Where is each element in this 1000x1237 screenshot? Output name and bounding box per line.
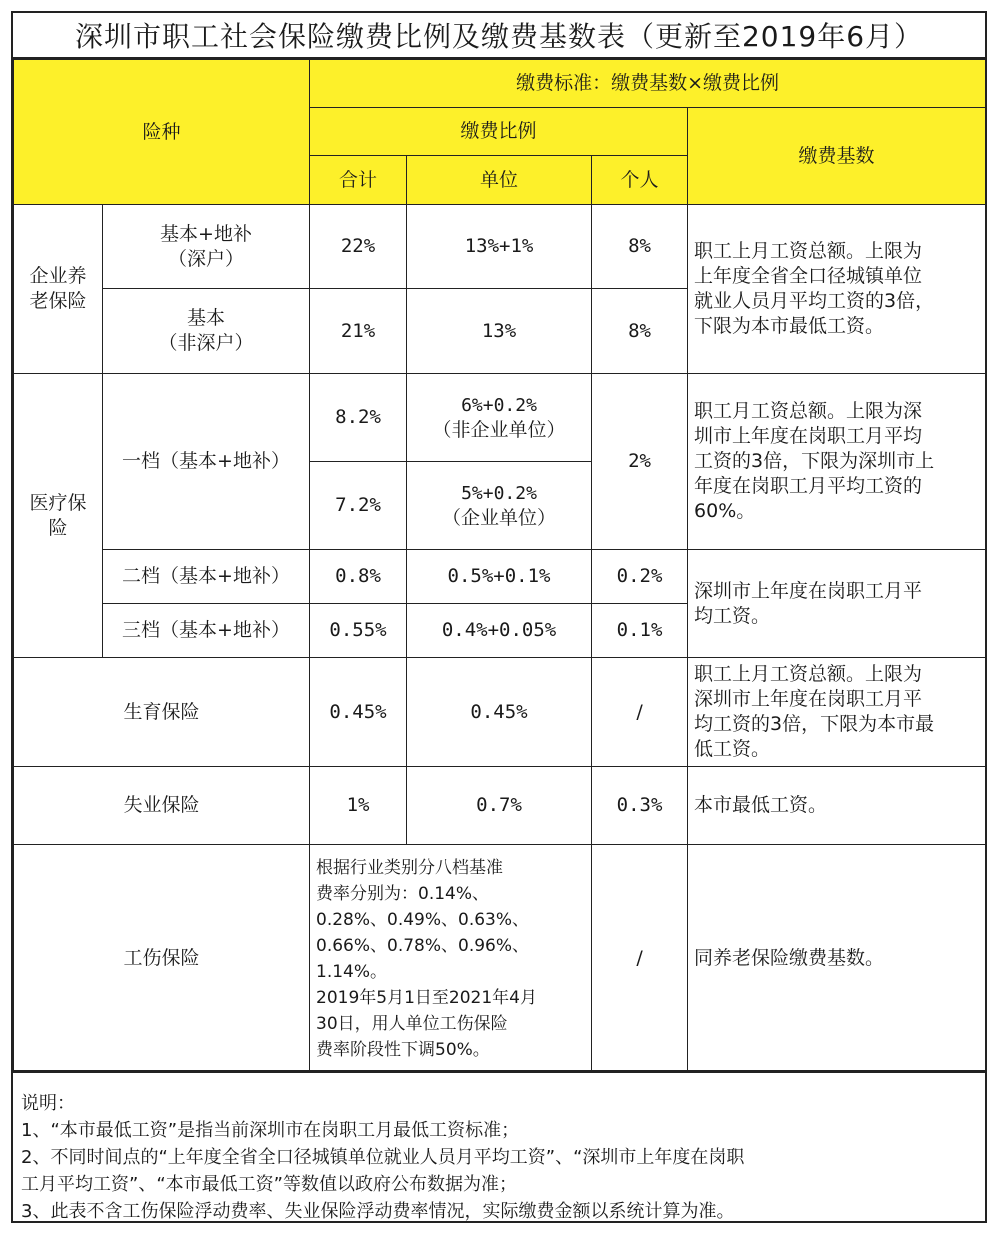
pension-label: 企业养 老保险 bbox=[14, 205, 103, 374]
header-ratio: 缴费比例 bbox=[310, 108, 688, 156]
note-line: 2、不同时间点的“上年度全省全口径城镇单位就业人员月平均工资”、“深圳市上年度在岗职 bbox=[21, 1147, 745, 1168]
pension-employer: 13% bbox=[407, 289, 592, 374]
medical-tier1-base: 职工月工资总额。上限为深 圳市上年度在岗职工月平均 工资的3倍，下限为深圳市上 年度在岗职工月平均工资的 60%。 bbox=[688, 374, 986, 550]
injury-rates: 根据行业类别分八档基准 费率分别为：0.14%、 0.28%、0.49%、0.63%、 0.66%、0.78%、0.96%、 1.14%。 2019年5月1日至2021年4月 30日，用人单位工伤保险 费率阶段性下调50%。 bbox=[310, 845, 592, 1073]
note-line: 工月平均工资”、“本市最低工资”等数值以政府公布数据为准； bbox=[21, 1174, 517, 1195]
medical-tier2-total: 0.8% bbox=[310, 550, 407, 604]
header-total: 合计 bbox=[310, 156, 407, 205]
pension-row-name: 基本 （非深户） bbox=[103, 289, 310, 374]
table-row bbox=[14, 658, 986, 767]
contribution-table bbox=[13, 59, 986, 1073]
pension-personal: 8% bbox=[592, 289, 688, 374]
pension-total: 22% bbox=[310, 205, 407, 289]
notes-heading: 说明： bbox=[21, 1093, 75, 1114]
header-employer: 单位 bbox=[407, 156, 592, 205]
header-insurance-type: 险种 bbox=[14, 60, 310, 205]
notes-section bbox=[13, 1070, 985, 1221]
medical-tier2-employer: 0.5%+0.1% bbox=[407, 550, 592, 604]
medical-tier1-employer: 5%+0.2% （企业单位） bbox=[407, 462, 592, 550]
injury-personal: / bbox=[592, 845, 688, 1073]
maternity-total: 0.45% bbox=[310, 658, 407, 767]
unemployment-base: 本市最低工资。 bbox=[688, 767, 986, 845]
medical-tier3-employer: 0.4%+0.05% bbox=[407, 604, 592, 658]
header-standard: 缴费标准：缴费基数×缴费比例 bbox=[310, 60, 986, 108]
medical-tier2-personal: 0.2% bbox=[592, 550, 688, 604]
medical-tier1-name: 一档（基本+地补） bbox=[103, 374, 310, 550]
medical-tier3-total: 0.55% bbox=[310, 604, 407, 658]
medical-tier3-name: 三档（基本+地补） bbox=[103, 604, 310, 658]
maternity-name: 生育保险 bbox=[14, 658, 310, 767]
unemployment-name: 失业保险 bbox=[14, 767, 310, 845]
injury-name: 工伤保险 bbox=[14, 845, 310, 1073]
header-base: 缴费基数 bbox=[688, 108, 986, 205]
header-personal: 个人 bbox=[592, 156, 688, 205]
note-line: 1、“本市最低工资”是指当前深圳市在岗职工月最低工资标准； bbox=[21, 1120, 520, 1141]
injury-base: 同养老保险缴费基数。 bbox=[688, 845, 986, 1073]
maternity-base: 职工上月工资总额。上限为 深圳市上年度在岗职工月平 均工资的3倍，下限为本市最 低工资。 bbox=[688, 658, 986, 767]
medical-tier1-total: 8.2% bbox=[310, 374, 407, 462]
maternity-personal: / bbox=[592, 658, 688, 767]
medical-tier1-employer: 6%+0.2% （非企业单位） bbox=[407, 374, 592, 462]
medical-tier23-base: 深圳市上年度在岗职工月平 均工资。 bbox=[688, 550, 986, 658]
pension-total: 21% bbox=[310, 289, 407, 374]
medical-tier2-name: 二档（基本+地补） bbox=[103, 550, 310, 604]
medical-label: 医疗保 险 bbox=[14, 374, 103, 658]
pension-base: 职工上月工资总额。上限为 上年度全省全口径城镇单位 就业人员月平均工资的3倍， 下限为本市最低工资。 bbox=[688, 205, 986, 374]
unemployment-total: 1% bbox=[310, 767, 407, 845]
pension-employer: 13%+1% bbox=[407, 205, 592, 289]
table-row bbox=[14, 767, 986, 845]
pension-row-name: 基本+地补 （深户） bbox=[103, 205, 310, 289]
unemployment-personal: 0.3% bbox=[592, 767, 688, 845]
unemployment-employer: 0.7% bbox=[407, 767, 592, 845]
header-row-1 bbox=[14, 60, 986, 108]
maternity-employer: 0.45% bbox=[407, 658, 592, 767]
table-row bbox=[14, 550, 986, 604]
table-row bbox=[14, 374, 986, 462]
page-title: 深圳市职工社会保险缴费比例及缴费基数表（更新至2019年6月） bbox=[13, 13, 985, 59]
table-row bbox=[14, 845, 986, 1073]
medical-tier3-personal: 0.1% bbox=[592, 604, 688, 658]
pension-personal: 8% bbox=[592, 205, 688, 289]
note-line: 3、此表不含工伤保险浮动费率、失业保险浮动费率情况，实际缴费金额以系统计算为准。 bbox=[21, 1201, 735, 1222]
table-row bbox=[14, 205, 986, 289]
medical-tier1-total: 7.2% bbox=[310, 462, 407, 550]
medical-tier1-personal: 2% bbox=[592, 374, 688, 550]
